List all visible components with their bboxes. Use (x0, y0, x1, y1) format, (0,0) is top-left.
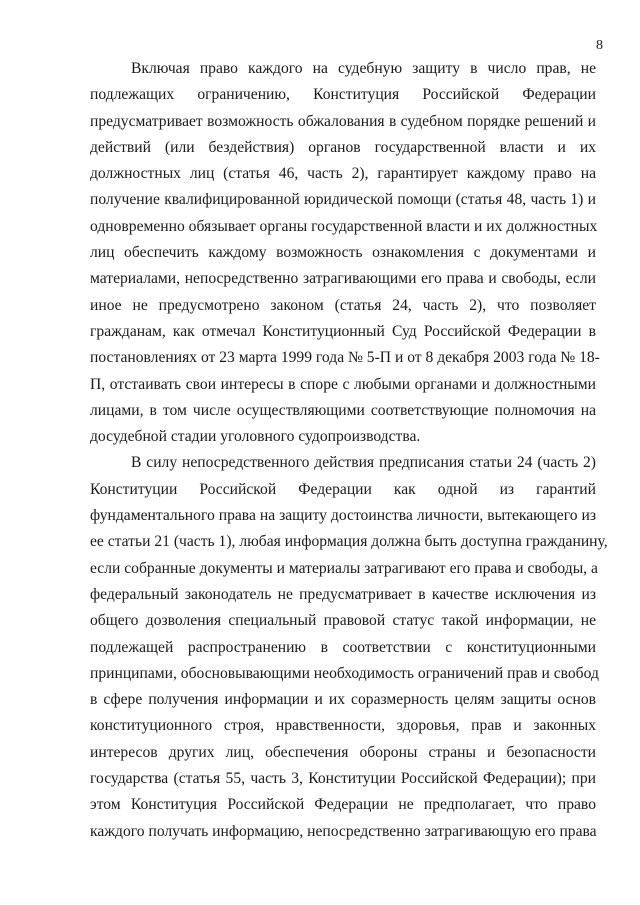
paragraph (90, 60, 600, 454)
text-line: подлежащих ограничению, Конституция Российской Федерации (90, 86, 596, 104)
text-line: федеральный законодатель не предусматривает в качестве исключения из (90, 585, 596, 603)
text-line: Конституции Российской Федерации как одной из гарантий (90, 480, 596, 498)
text-line: лицами, в том числе осуществляющими соответствующие полномочия на (90, 401, 596, 419)
text-line: гражданам, как отмечал Конституционный Суд Российской Федерации в (90, 322, 596, 340)
text-line: досудебной стадии уголовного судопроизводства. (90, 428, 421, 446)
text-line: этом Конституция Российской Федерации не предполагает, что право (90, 796, 596, 814)
page-number: 8 (596, 38, 603, 53)
text-line: ее статьи 21 (часть 1), любая информация должна быть доступна гражданину, (90, 533, 608, 551)
text-line: П, отстаивать свои интересы в споре с любыми органами и должностными (90, 375, 596, 393)
text-line: должностных лиц (статья 46, часть 2), гарантирует каждому право на (90, 165, 596, 183)
text-line: материалами, непосредственно затрагивающими его права и свободы, если (90, 270, 596, 288)
text-line: Включая право каждого на судебную защиту в число прав, не (131, 60, 596, 77)
text-line: постановлениях от 23 марта 1999 года № 5-П и от 8 декабря 2003 года № 18- (90, 349, 600, 367)
text-line: в сфере получения информации и их соразмерность целям защиты основ (90, 691, 596, 709)
text-line: действий (или бездействия) органов государственной власти и их (90, 138, 596, 156)
text-line: если собранные документы и материалы затрагивают его права и свободы, а (90, 559, 598, 577)
text-line: получение квалифицированной юридической помощи (статья 48, часть 1) и (90, 191, 596, 209)
text-line: фундаментального права на защиту достоинства личности, вытекающего из (90, 507, 596, 525)
text-line: государства (статья 55, часть 3, Конституции Российской Федерации); при (90, 770, 596, 788)
text-line: интересов других лиц, обеспечения обороны страны и безопасности (90, 743, 596, 761)
text-line: предусматривает возможность обжалования в судебном порядке решений и (90, 112, 596, 130)
text-line: общего дозволения специальный правовой статус такой информации, не (90, 612, 596, 630)
text-line: лиц обеспечить каждому возможность ознакомления с документами и (90, 244, 596, 262)
document-body (90, 60, 608, 849)
text-line: конституционного строя, нравственности, здоровья, прав и законных (90, 717, 596, 735)
paragraph (90, 454, 608, 848)
text-line: подлежащей распространению в соответствии с конституционными (90, 638, 596, 656)
text-line: принципами, обосновывающими необходимость ограничений прав и свобод (90, 664, 599, 682)
text-line: иное не предусмотрено законом (статья 24, часть 2), что позволяет (90, 296, 596, 314)
text-line: В силу непосредственного действия предписания статьи 24 (часть 2) (131, 454, 596, 472)
text-line: каждого получать информацию, непосредственно затрагивающую его права (90, 822, 597, 840)
text-line: одновременно обязывает органы государственной власти и их должностных (90, 217, 598, 235)
